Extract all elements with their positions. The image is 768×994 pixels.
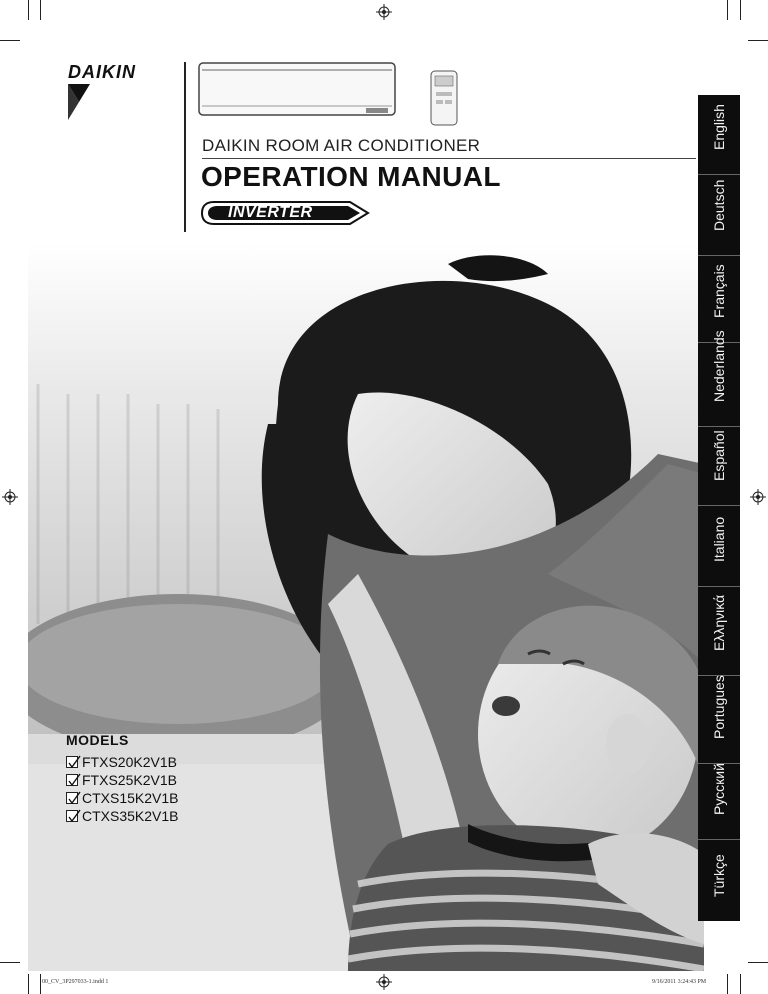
models-heading: MODELS <box>66 732 129 748</box>
language-tab-label: Deutsch <box>711 179 727 231</box>
header-divider <box>184 62 186 232</box>
page-title: OPERATION MANUAL <box>201 161 501 192</box>
inverter-label: INVERTER <box>228 204 313 221</box>
footer-timestamp: 9/16/2011 3:24:43 PM <box>652 979 707 985</box>
inverter-badge <box>200 200 370 226</box>
language-tab <box>698 95 740 174</box>
model-name: CTXS35K2V1B <box>82 808 179 824</box>
crop-mark <box>748 40 768 41</box>
title-rule <box>202 158 696 159</box>
language-tab <box>698 839 740 921</box>
model-row <box>66 807 179 825</box>
crop-mark <box>0 962 20 963</box>
crop-mark <box>727 0 728 20</box>
language-tab-label: Español <box>711 430 727 481</box>
language-tab-label: Italiano <box>711 516 727 562</box>
models-list <box>66 732 179 825</box>
product-subtitle: DAIKIN ROOM AIR CONDITIONER <box>202 136 481 155</box>
language-tab <box>698 426 740 505</box>
crop-mark <box>748 962 768 963</box>
remote-control-icon <box>430 70 458 126</box>
language-tab-label: Ελληνικά <box>711 594 727 651</box>
checkbox-checked-icon <box>66 810 78 822</box>
language-tab-label: Portugues <box>711 675 727 739</box>
model-row <box>66 789 179 807</box>
model-name: FTXS25K2V1B <box>82 772 177 788</box>
language-tab <box>698 330 740 426</box>
crop-mark <box>28 974 29 994</box>
registration-mark-icon <box>376 4 392 20</box>
registration-mark-icon <box>376 974 392 990</box>
crop-mark <box>0 40 20 41</box>
language-tab <box>698 255 740 342</box>
language-tab-label: English <box>711 104 727 150</box>
footer-file-info: 00_CV_3P297033-1.indd 1 <box>42 979 109 985</box>
daikin-logo <box>68 62 148 120</box>
language-tab-label: Русский <box>711 763 727 815</box>
language-tab <box>698 586 740 675</box>
model-name: FTXS20K2V1B <box>82 754 177 770</box>
cover-photo <box>28 244 704 971</box>
language-tab <box>698 675 740 763</box>
crop-mark <box>740 974 741 994</box>
air-conditioner-unit-icon <box>198 62 396 122</box>
crop-mark <box>28 0 29 20</box>
registration-mark-icon <box>750 489 766 505</box>
language-tab <box>698 763 740 839</box>
language-tab-label: Français <box>711 264 727 318</box>
crop-mark <box>727 974 728 994</box>
model-row <box>66 771 179 789</box>
daikin-logo-icon <box>68 84 148 120</box>
registration-mark-icon <box>2 489 18 505</box>
language-tab <box>698 505 740 586</box>
checkbox-checked-icon <box>66 774 78 786</box>
model-name: CTXS15K2V1B <box>82 790 179 806</box>
brand-wordmark: DAIKIN <box>68 62 136 82</box>
crop-mark <box>740 0 741 20</box>
language-tab-label: Türkçe <box>711 854 727 897</box>
language-tab <box>698 174 740 255</box>
crop-mark <box>40 974 41 994</box>
crop-mark <box>40 0 41 20</box>
model-row <box>66 753 179 771</box>
language-tab-label: Nederlands <box>711 330 727 402</box>
language-tabs <box>698 95 740 921</box>
checkbox-checked-icon <box>66 756 78 768</box>
checkbox-checked-icon <box>66 792 78 804</box>
